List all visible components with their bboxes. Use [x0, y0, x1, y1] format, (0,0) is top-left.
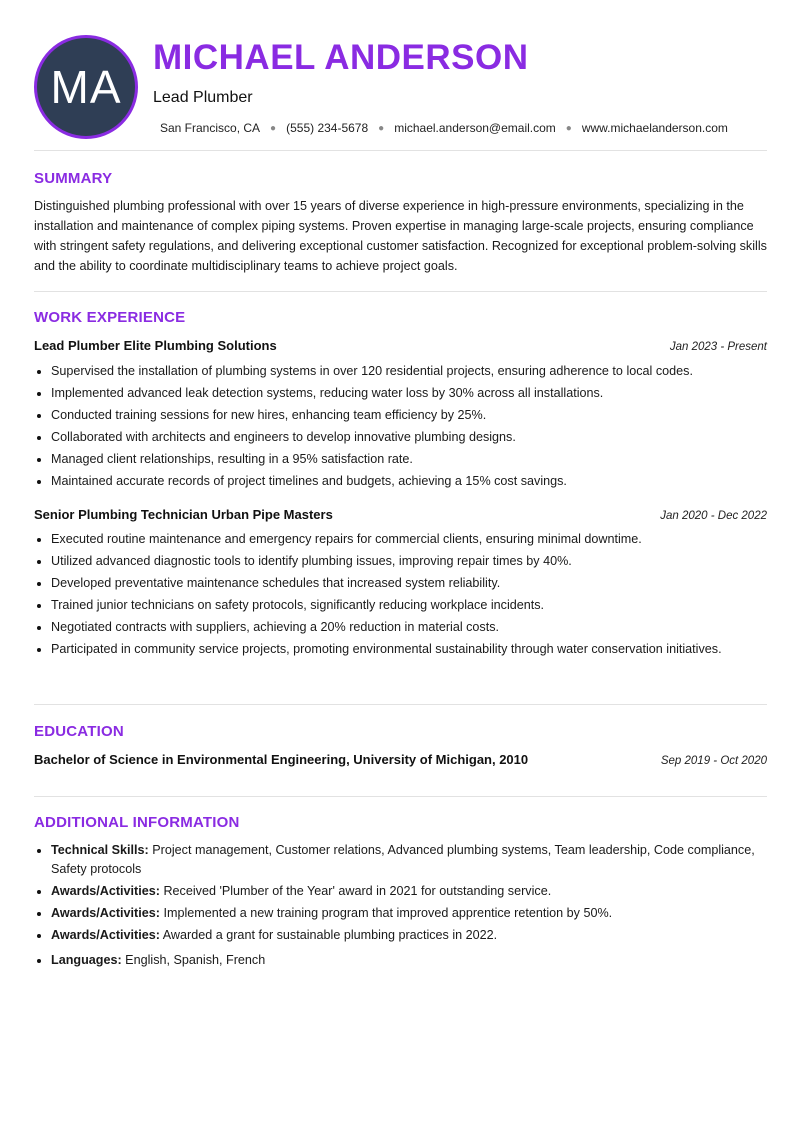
- section-divider: [34, 704, 767, 705]
- info-label: Awards/Activities:: [51, 928, 160, 942]
- list-item: [51, 926, 771, 945]
- list-item: • Conducted training sessions for new hires, enhancing team efficiency by 25%.: [51, 406, 771, 425]
- job-title: Senior Plumbing Technician Urban Pipe Masters: [34, 507, 333, 522]
- info-label: Awards/Activities:: [51, 906, 160, 920]
- job-bullets: [34, 530, 771, 662]
- additional-title: ADDITIONAL INFORMATION: [34, 814, 240, 831]
- summary-title: SUMMARY: [34, 170, 113, 187]
- list-item: • Developed preventative maintenance schedules that increased system reliability.: [51, 574, 771, 593]
- bullet-separator-icon: ●: [270, 122, 277, 134]
- education-degree: Bachelor of Science in Environmental Engineering, University of Michigan, 2010: [34, 752, 529, 767]
- list-item: • Implemented advanced leak detection systems, reducing water loss by 30% across all installations.: [51, 384, 771, 403]
- section-divider: [34, 796, 767, 797]
- experience-title: WORK EXPERIENCE: [34, 309, 186, 326]
- info-text: Project management, Customer relations, Advanced plumbing systems, Team leadership, Code compliance, Safety protocols: [51, 843, 755, 876]
- section-divider: [34, 291, 767, 292]
- list-item: • Negotiated contracts with suppliers, achieving a 20% reduction in material costs.: [51, 618, 771, 637]
- list-item: [51, 951, 771, 970]
- job-header: [34, 338, 767, 353]
- list-item: • Maintained accurate records of project timelines and budgets, achieving a 15% cost savings.: [51, 472, 771, 491]
- info-text: Received 'Plumber of the Year' award in 2021 for outstanding service.: [159, 884, 552, 898]
- education-date: Sep 2019 - Oct 2020: [660, 755, 767, 767]
- job-header: [34, 507, 767, 522]
- list-item: • Utilized advanced diagnostic tools to identify plumbing issues, improving repair times by 40%.: [51, 552, 771, 571]
- info-label: Technical Skills:: [51, 843, 149, 857]
- education-entry: [34, 752, 767, 767]
- additional-list: [34, 841, 771, 973]
- avatar-initials: MA: [50, 61, 122, 113]
- job-bullets: [34, 362, 771, 494]
- avatar: [34, 35, 138, 139]
- list-item: • Collaborated with architects and engineers to develop innovative plumbing designs.: [51, 428, 771, 447]
- list-item: • Participated in community service projects, promoting environmental sustainability through water conservation initiatives.: [51, 640, 771, 659]
- education-title: EDUCATION: [34, 723, 124, 740]
- job-title: Lead Plumber Elite Plumbing Solutions: [34, 338, 277, 353]
- info-text: Implemented a new training program that improved apprentice retention by 50%.: [159, 906, 613, 920]
- job-date: Jan 2023 - Present: [669, 341, 767, 353]
- job-date: Jan 2020 - Dec 2022: [660, 510, 767, 522]
- list-item: • Managed client relationships, resulting in a 95% satisfaction rate.: [51, 450, 771, 469]
- contact-bar: [160, 121, 728, 135]
- bullet-separator-icon: ●: [565, 122, 572, 134]
- info-label: Awards/Activities:: [51, 884, 160, 898]
- list-item: • Supervised the installation of plumbing systems in over 120 residential projects, ensuring adherence to local codes.: [51, 362, 771, 381]
- contact-location: San Francisco, CA: [160, 121, 261, 135]
- candidate-name: MICHAEL ANDERSON: [153, 38, 529, 77]
- list-item: • Trained junior technicians on safety protocols, significantly reducing workplace incidents.: [51, 596, 771, 615]
- summary-text: Distinguished plumbing professional with over 15 years of diverse experience in high-pressure environments, specializing in the installation and maintenance of complex piping systems. Proven expertise in managing large-scale projects, ensuring compliance with stringent safety regulations, and delivering exceptional customer satisfaction. Recognized for exceptional problem-solving skills and the ability to coordinate multidisciplinary teams to achieve project goals.: [34, 199, 767, 273]
- candidate-role: Lead Plumber: [153, 89, 253, 106]
- list-item: [51, 904, 771, 923]
- contact-website[interactable]: www.michaelanderson.com: [581, 121, 728, 135]
- contact-phone: (555) 234-5678: [286, 121, 369, 135]
- info-label: Languages:: [51, 953, 122, 967]
- contact-email[interactable]: michael.anderson@email.com: [394, 121, 556, 135]
- section-divider: [34, 150, 767, 151]
- bullet-separator-icon: ●: [378, 122, 385, 134]
- list-item: • Executed routine maintenance and emergency repairs for commercial clients, ensuring minimal downtime.: [51, 530, 771, 549]
- info-text: Awarded a grant for sustainable plumbing practices in 2022.: [159, 928, 498, 942]
- info-text: English, Spanish, French: [121, 953, 266, 967]
- list-item: [51, 841, 771, 879]
- list-item: [51, 882, 771, 901]
